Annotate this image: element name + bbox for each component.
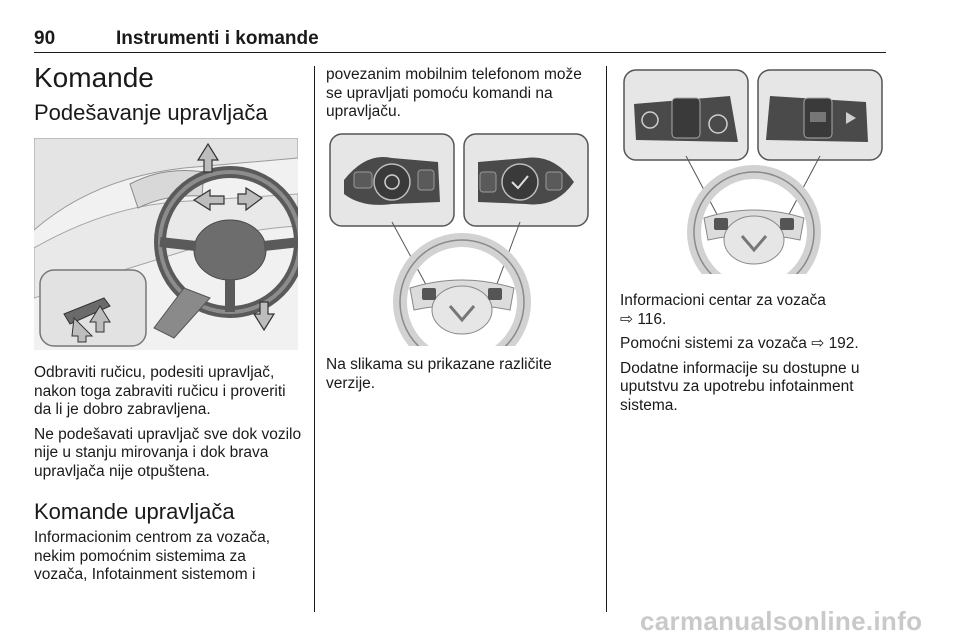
column-2-text bbox=[326, 356, 594, 399]
page-reference-icon: ⇨ bbox=[811, 335, 825, 352]
subsection-heading: Komande upravljača bbox=[34, 499, 235, 524]
paragraph-text: Pomoćni sistemi za vozača bbox=[620, 335, 807, 352]
column-1 bbox=[34, 62, 302, 126]
paragraph: Dodatne informacije su dostupne u uputstvu za upotrebu infotainment sistema. bbox=[620, 359, 860, 414]
steering-controls-illustration-2 bbox=[620, 68, 884, 274]
section-heading: Komande bbox=[34, 62, 154, 93]
column-divider bbox=[314, 66, 315, 612]
watermark: carmanualsonline.info bbox=[640, 606, 923, 636]
paragraph: Odbraviti ručicu, podesiti upravljač, nakon toga zabraviti ručicu i proveriti da li je dobro zabravljena. bbox=[34, 364, 286, 418]
steering-adjustment-illustration bbox=[34, 138, 298, 350]
paragraph bbox=[620, 335, 888, 354]
page-reference[interactable]: 116. bbox=[637, 310, 667, 328]
steering-controls-illustration-1 bbox=[326, 132, 592, 346]
paragraph bbox=[620, 292, 888, 329]
column-2-top bbox=[326, 66, 594, 128]
page-reference[interactable]: 192. bbox=[828, 335, 859, 352]
column-3-text bbox=[620, 292, 888, 421]
subsection-heading: Podešavanje upravljača bbox=[34, 100, 268, 125]
page-reference-icon: ⇨ bbox=[620, 310, 633, 328]
paragraph: Informacionim centrom za vozača, nekim pomoćnim sistemima za vozača, Infotainment sistemom i bbox=[34, 529, 271, 583]
paragraph: povezanim mobilnim telefonom može se upravljati pomoću komandi na upravljaču. bbox=[326, 66, 582, 120]
paragraph-text: Informacioni centar za vozača bbox=[620, 292, 826, 309]
header-title: Instrumenti i komande bbox=[116, 28, 319, 49]
page-header bbox=[34, 20, 886, 53]
column-divider bbox=[606, 66, 607, 612]
page-number: 90 bbox=[34, 28, 56, 49]
paragraph: Na slikama su prikazane različite verzije. bbox=[326, 356, 552, 392]
paragraph: Ne podešavati upravljač sve dok vozilo nije u stanju mirovanja i dok brava upravljača nije otpuštena. bbox=[34, 425, 302, 480]
column-1-text bbox=[34, 364, 302, 591]
